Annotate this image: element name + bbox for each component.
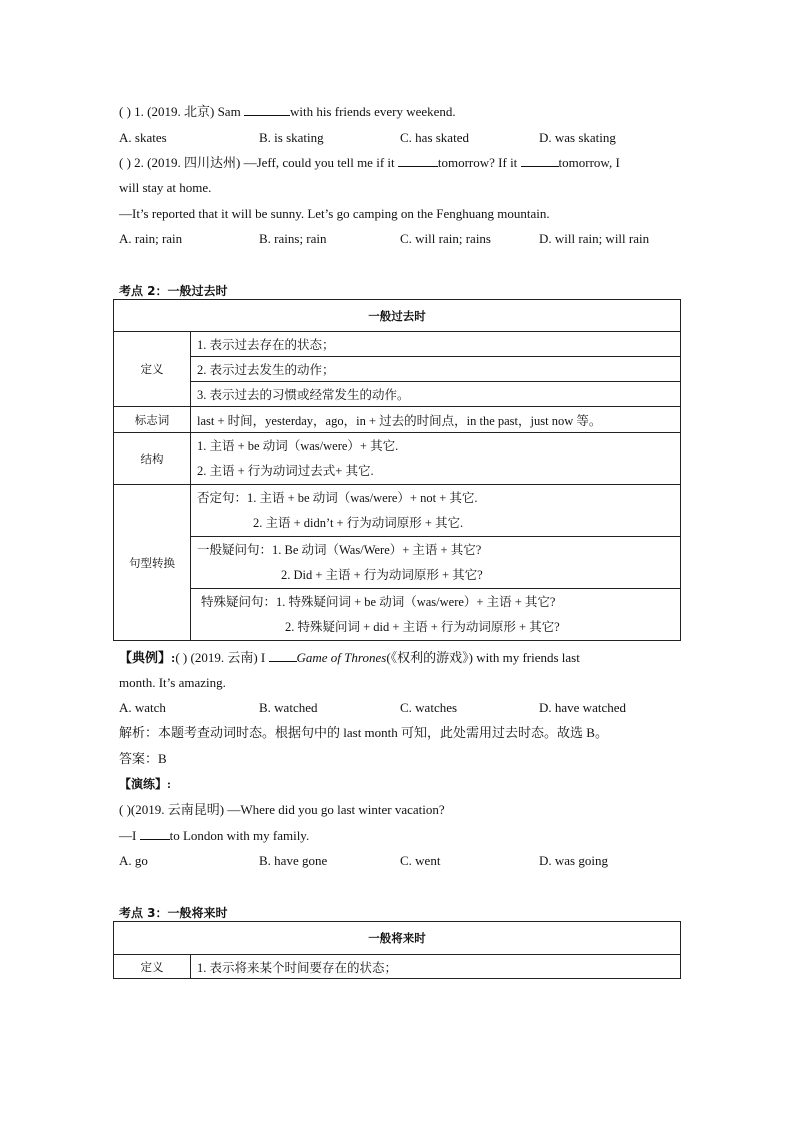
row-label-transform: 句型转换	[114, 485, 191, 641]
example-line2: month. It’s amazing.	[119, 675, 226, 690]
option-d: D. will rain; will rain	[539, 231, 650, 246]
negative-1: 否定句：1. 主语 + be 动词（was/were）+ not + 其它.	[197, 490, 478, 505]
question-stem: 1. (2019. 北京) Sam	[134, 104, 244, 119]
question-stem-mid: tomorrow? If it	[437, 155, 521, 170]
reply-end: to London with my family.	[169, 828, 310, 843]
answer-paren: ( )	[119, 802, 131, 817]
question-2-line2: will stay at home.	[119, 180, 212, 195]
question-1	[119, 104, 456, 120]
row-label-definition: 定义	[114, 955, 191, 979]
answer-blank	[244, 104, 290, 116]
definition-2: 2. 表示过去发生的动作；	[191, 357, 681, 382]
option-a: A. watch	[119, 700, 166, 715]
table-title: 一般将来时	[114, 922, 681, 955]
example-options	[119, 700, 699, 716]
question-stem: (2019. 云南) I	[190, 650, 269, 665]
example-tag: 【典例】:	[119, 650, 176, 665]
question-2-options	[119, 231, 699, 247]
question-2	[119, 155, 620, 171]
structure-cell	[191, 433, 681, 485]
option-a: A. rain; rain	[119, 231, 183, 246]
option-c: C. went	[400, 853, 441, 868]
question-stem: (2019. 云南昆明) —Where did you go last winter vacation?	[130, 802, 445, 817]
example-answer: 答案：B	[119, 751, 167, 766]
special-question-cell	[191, 589, 681, 641]
option-b: B. watched	[259, 700, 318, 715]
option-d: D. was skating	[539, 130, 616, 145]
italic-title: Game of Thrones	[296, 650, 387, 665]
question-stem-end: tomorrow, I	[558, 155, 620, 170]
future-tense-table	[113, 921, 681, 979]
option-c: C. watches	[400, 700, 458, 715]
general-question-1: 一般疑问句：1. Be 动词（Was/Were）+ 主语 + 其它?	[197, 542, 482, 557]
practice-options	[119, 853, 699, 869]
option-c: C. will rain; rains	[400, 231, 491, 246]
answer-paren: ( )	[175, 650, 188, 665]
option-b: B. rains; rain	[259, 231, 327, 246]
question-stem-end: (《权利的游戏》) with my friends last	[386, 650, 580, 665]
option-a: A. skates	[119, 130, 167, 145]
negative-cell	[191, 485, 681, 537]
table-title: 一般过去时	[114, 300, 681, 332]
reply-start: —I	[119, 828, 140, 843]
structure-1: 1. 主语 + be 动词（was/were）+ 其它.	[197, 438, 399, 453]
answer-paren: ( )	[119, 155, 131, 170]
option-d: D. have watched	[539, 700, 626, 715]
answer-paren: ( )	[119, 104, 131, 119]
section-2-heading: 考点 2：一般过去时	[119, 284, 228, 298]
question-1-options	[119, 130, 699, 146]
option-b: B. is skating	[259, 130, 324, 145]
practice-reply	[119, 828, 309, 844]
answer-blank	[398, 155, 438, 167]
option-b: B. have gone	[259, 853, 328, 868]
option-a: A. go	[119, 853, 148, 868]
question-stem: 2. (2019. 四川达州) —Jeff, could you tell me if it	[134, 155, 398, 170]
definition-3: 3. 表示过去的习惯或经常发生的动作。	[191, 382, 681, 407]
special-question-2: 2. 特殊疑问词 + did + 主语 + 行为动词原形 + 其它?	[285, 619, 560, 634]
option-d: D. was going	[539, 853, 608, 868]
section-3-heading: 考点 3：一般将来时	[119, 906, 228, 920]
row-label-structure: 结构	[114, 433, 191, 485]
option-c: C. has skated	[400, 130, 469, 145]
negative-2: 2. 主语 + didn’t + 行为动词原形 + 其它.	[253, 515, 464, 530]
general-question-2: 2. Did + 主语 + 行为动词原形 + 其它?	[281, 567, 483, 582]
practice-tag: 【演练】:	[119, 777, 171, 791]
answer-blank	[269, 650, 297, 662]
question-stem-end: with his friends every weekend.	[289, 104, 456, 119]
special-question-1: 特殊疑问句：1. 特殊疑问词 + be 动词（was/were）+ 主语 + 其它?	[201, 594, 556, 609]
past-tense-table	[113, 299, 681, 641]
definition-1: 1. 表示将来某个时间要存在的状态；	[191, 955, 681, 979]
question-2-reply: —It’s reported that it will be sunny. Let’s go camping on the Fenghuang mountain.	[119, 206, 550, 221]
general-question-cell	[191, 537, 681, 589]
marker-words: last + 时间，yesterday，ago，in + 过去的时间点，in the past，just now 等。	[191, 407, 681, 433]
example-question	[119, 650, 580, 666]
row-label-definition: 定义	[114, 332, 191, 407]
definition-1: 1. 表示过去存在的状态；	[191, 332, 681, 357]
example-analysis: 解析：本题考查动词时态。根据句中的 last month 可知，此处需用过去时态。故选 B。	[119, 725, 608, 740]
row-label-markers: 标志词	[114, 407, 191, 433]
practice-question	[119, 802, 445, 818]
structure-2: 2. 主语 + 行为动词过去式+ 其它.	[197, 463, 374, 478]
answer-blank	[521, 155, 559, 167]
answer-blank	[140, 828, 170, 840]
